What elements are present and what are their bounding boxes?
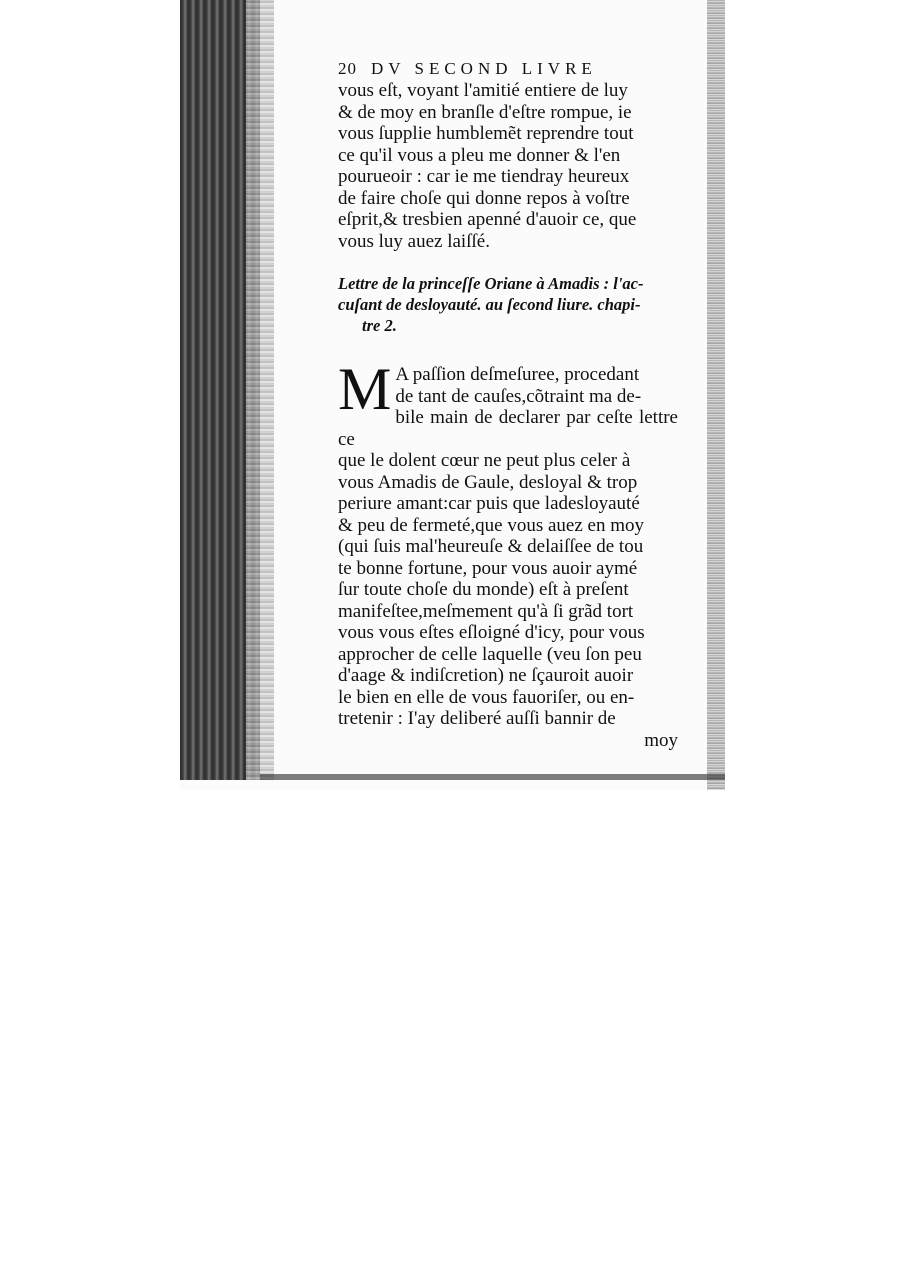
- text-line: A paſſion deſmeſuree, procedant: [395, 364, 640, 385]
- heading-line: tre 2.: [362, 316, 397, 335]
- text-line: de tant de cauſes,cõtraint ma de-: [395, 385, 642, 407]
- catchword: moy: [644, 729, 678, 751]
- text-line: vous Amadis de Gaule, desloyal & trop: [338, 471, 638, 493]
- text-line: vous ſupplie humblemẽt reprendre tout: [338, 123, 634, 144]
- text-line: le bien en elle de vous fauoriſer, ou en-: [338, 686, 635, 708]
- text-line: periure amant:car puis que ladesloyauté: [338, 493, 640, 514]
- letter-heading: [338, 273, 678, 336]
- running-title: DV SECOND LIVRE: [371, 59, 597, 78]
- drop-cap: M: [338, 356, 392, 422]
- text-line: vous luy auez laiſſé.: [338, 230, 490, 252]
- continuation-paragraph: [338, 80, 678, 252]
- text-line: vous vous eſtes eſloigné d'icy, pour vous: [338, 622, 645, 643]
- text-line: approcher de celle laquelle (veu ſon peu: [338, 643, 642, 665]
- text-line: ce qu'il vous a pleu me donner & l'en: [338, 144, 621, 166]
- text-line: manifeſtee,meſmement qu'à ſi grãd tort: [338, 600, 634, 622]
- text-line: de faire choſe qui donne repos à voſtre: [338, 187, 630, 209]
- letter-body: [338, 356, 678, 730]
- text-line: ſur toute choſe du monde) eſt à preſent: [338, 579, 629, 600]
- page-edge-right: [707, 0, 725, 790]
- text-block: [338, 58, 678, 752]
- heading-line: cuſant de desloyauté. au ſecond liure. chapi-: [338, 295, 641, 314]
- running-head: [338, 58, 678, 80]
- text-line: d'aage & indiſcretion) ne ſçauroit auoir: [338, 665, 634, 686]
- page-number: 20: [338, 59, 357, 78]
- heading-line: Lettre de la princeſſe Oriane à Amadis : l'ac-: [338, 274, 644, 293]
- book-gutter-shadow: [180, 0, 260, 780]
- text-line: & de moy en branſle d'eſtre rompue, ie: [338, 101, 632, 123]
- text-line: que le dolent cœur ne peut plus celer à: [338, 450, 631, 471]
- text-line: bile main de declarer par ceſte lettre ce: [338, 407, 678, 450]
- text-line: & peu de fermeté,que vous auez en moy: [338, 514, 644, 536]
- text-line: pourueoir : car ie me tiendray heureux: [338, 166, 630, 187]
- page-edge-bottom: [260, 774, 725, 780]
- text-line: tretenir : I'ay deliberé auſſi bannir de: [338, 708, 616, 729]
- text-line: (qui ſuis mal'heureuſe & delaiſſee de tou: [338, 536, 644, 557]
- text-line: te bonne fortune, pour vous auoir aymé: [338, 557, 638, 579]
- text-line: eſprit,& tresbien apenné d'auoir ce, que: [338, 209, 637, 230]
- text-line: vous eſt, voyant l'amitié entiere de luy: [338, 80, 628, 101]
